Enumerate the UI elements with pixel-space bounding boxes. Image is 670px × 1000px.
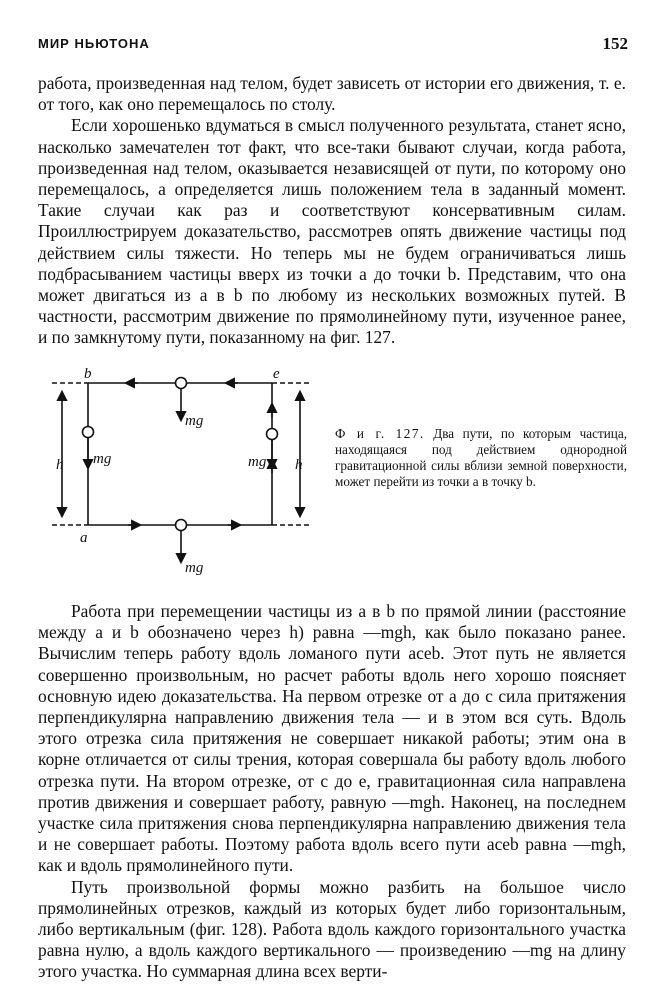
caption-text: Два пути, по которым частица, находящаяся под действием однородной гравитационной силы вблизи земной поверхности, может перейти из точки a в точку b. bbox=[335, 426, 628, 489]
page-number: 152 bbox=[602, 34, 628, 53]
figure-127-diagram bbox=[38, 368, 338, 583]
page-header bbox=[38, 36, 628, 58]
label-mg-left: mg bbox=[93, 451, 112, 467]
particle-left bbox=[83, 427, 94, 438]
label-mg-right: mg bbox=[248, 454, 267, 470]
label-h-left: h bbox=[56, 457, 64, 473]
label-point-e: e bbox=[273, 368, 280, 382]
label-h-right: h bbox=[295, 457, 303, 473]
label-point-a: a bbox=[80, 530, 88, 546]
text-block-bottom bbox=[38, 601, 626, 983]
paragraph: Путь произвольной формы можно разбить на большое число прямолинейных отрезков, каждый из которых будет либо горизонтальным, либо вертикальным (фиг. 128). Работа вдоль каждого горизонтального участка равна нулю, а вдоль каждого вертикального — произведению —mg на длину этого участка. Но суммарная длина всех верти- bbox=[38, 876, 626, 982]
label-mg-bottom: mg bbox=[185, 560, 204, 576]
label-point-b: b bbox=[84, 368, 92, 382]
text-block-top bbox=[38, 73, 626, 349]
paragraph: Работа при перемещении частицы из a в b по прямой линии (расстояние между a и b обозначено через h) равна —mgh, как было показано ранее. Вычислим теперь работу вдоль ломаного пути aceb. Этот путь не является совершенно произвольным, но расчет работы вдоль него хорошо поясняет основную идею доказательства. На первом отрезке от a до c сила притяжения перпендикулярна направлению движения тела — и в этом вся суть. Вдоль этого отрезка сила притяжения не совершает никакой работы; этим она в корне отличается от силы трения, которая совершала бы работу вдоль любого отрезка пути. На втором отрезке, от c до e, гравитационная сила направлена против движения и совершает работу, равную —mgh. Наконец, на последнем участке сила притяжения снова перпендикулярна направлению движения тела и не совершает работы. Поэтому работа вдоль всего пути aceb равна —mgh, как и вдоль прямолинейного пути. bbox=[38, 601, 626, 876]
particle-bottom bbox=[176, 520, 187, 531]
caption-label: Ф и г. 127. bbox=[335, 426, 425, 441]
paragraph: работа, произведенная над телом, будет зависеть от истории его движения, т. е. от того, как оно перемещалось по столу. bbox=[38, 73, 626, 115]
running-title: МИР НЬЮТОНА bbox=[38, 36, 150, 51]
paragraph: Если хорошенько вдуматься в смысл полученного результата, станет ясно, насколько замечателен тот факт, что все-таки бывают случаи, когда работа, произведенная над телом, оказывается независящей от пути, по которому оно перемещалось, а определяется лишь положением тела в заданный момент. Такие случаи как раз и соответствуют консервативным силам. Проиллюстрируем доказательство, рассмотрев опять движение частицы под действием силы тяжести. Но теперь мы не будем ограничиваться лишь подбрасыванием частицы вверх из точки a до точки b. Представим, что она может двигаться из a в b по любому из нескольких возможных путей. В частности, рассмотрим движение по прямолинейному пути, изученное ранее, и по замкнутому пути, показанному на фиг. 127. bbox=[38, 115, 626, 348]
particle-right bbox=[267, 429, 278, 440]
particle-top bbox=[176, 378, 187, 389]
figure-caption bbox=[335, 426, 627, 490]
label-mg-top: mg bbox=[185, 413, 204, 429]
